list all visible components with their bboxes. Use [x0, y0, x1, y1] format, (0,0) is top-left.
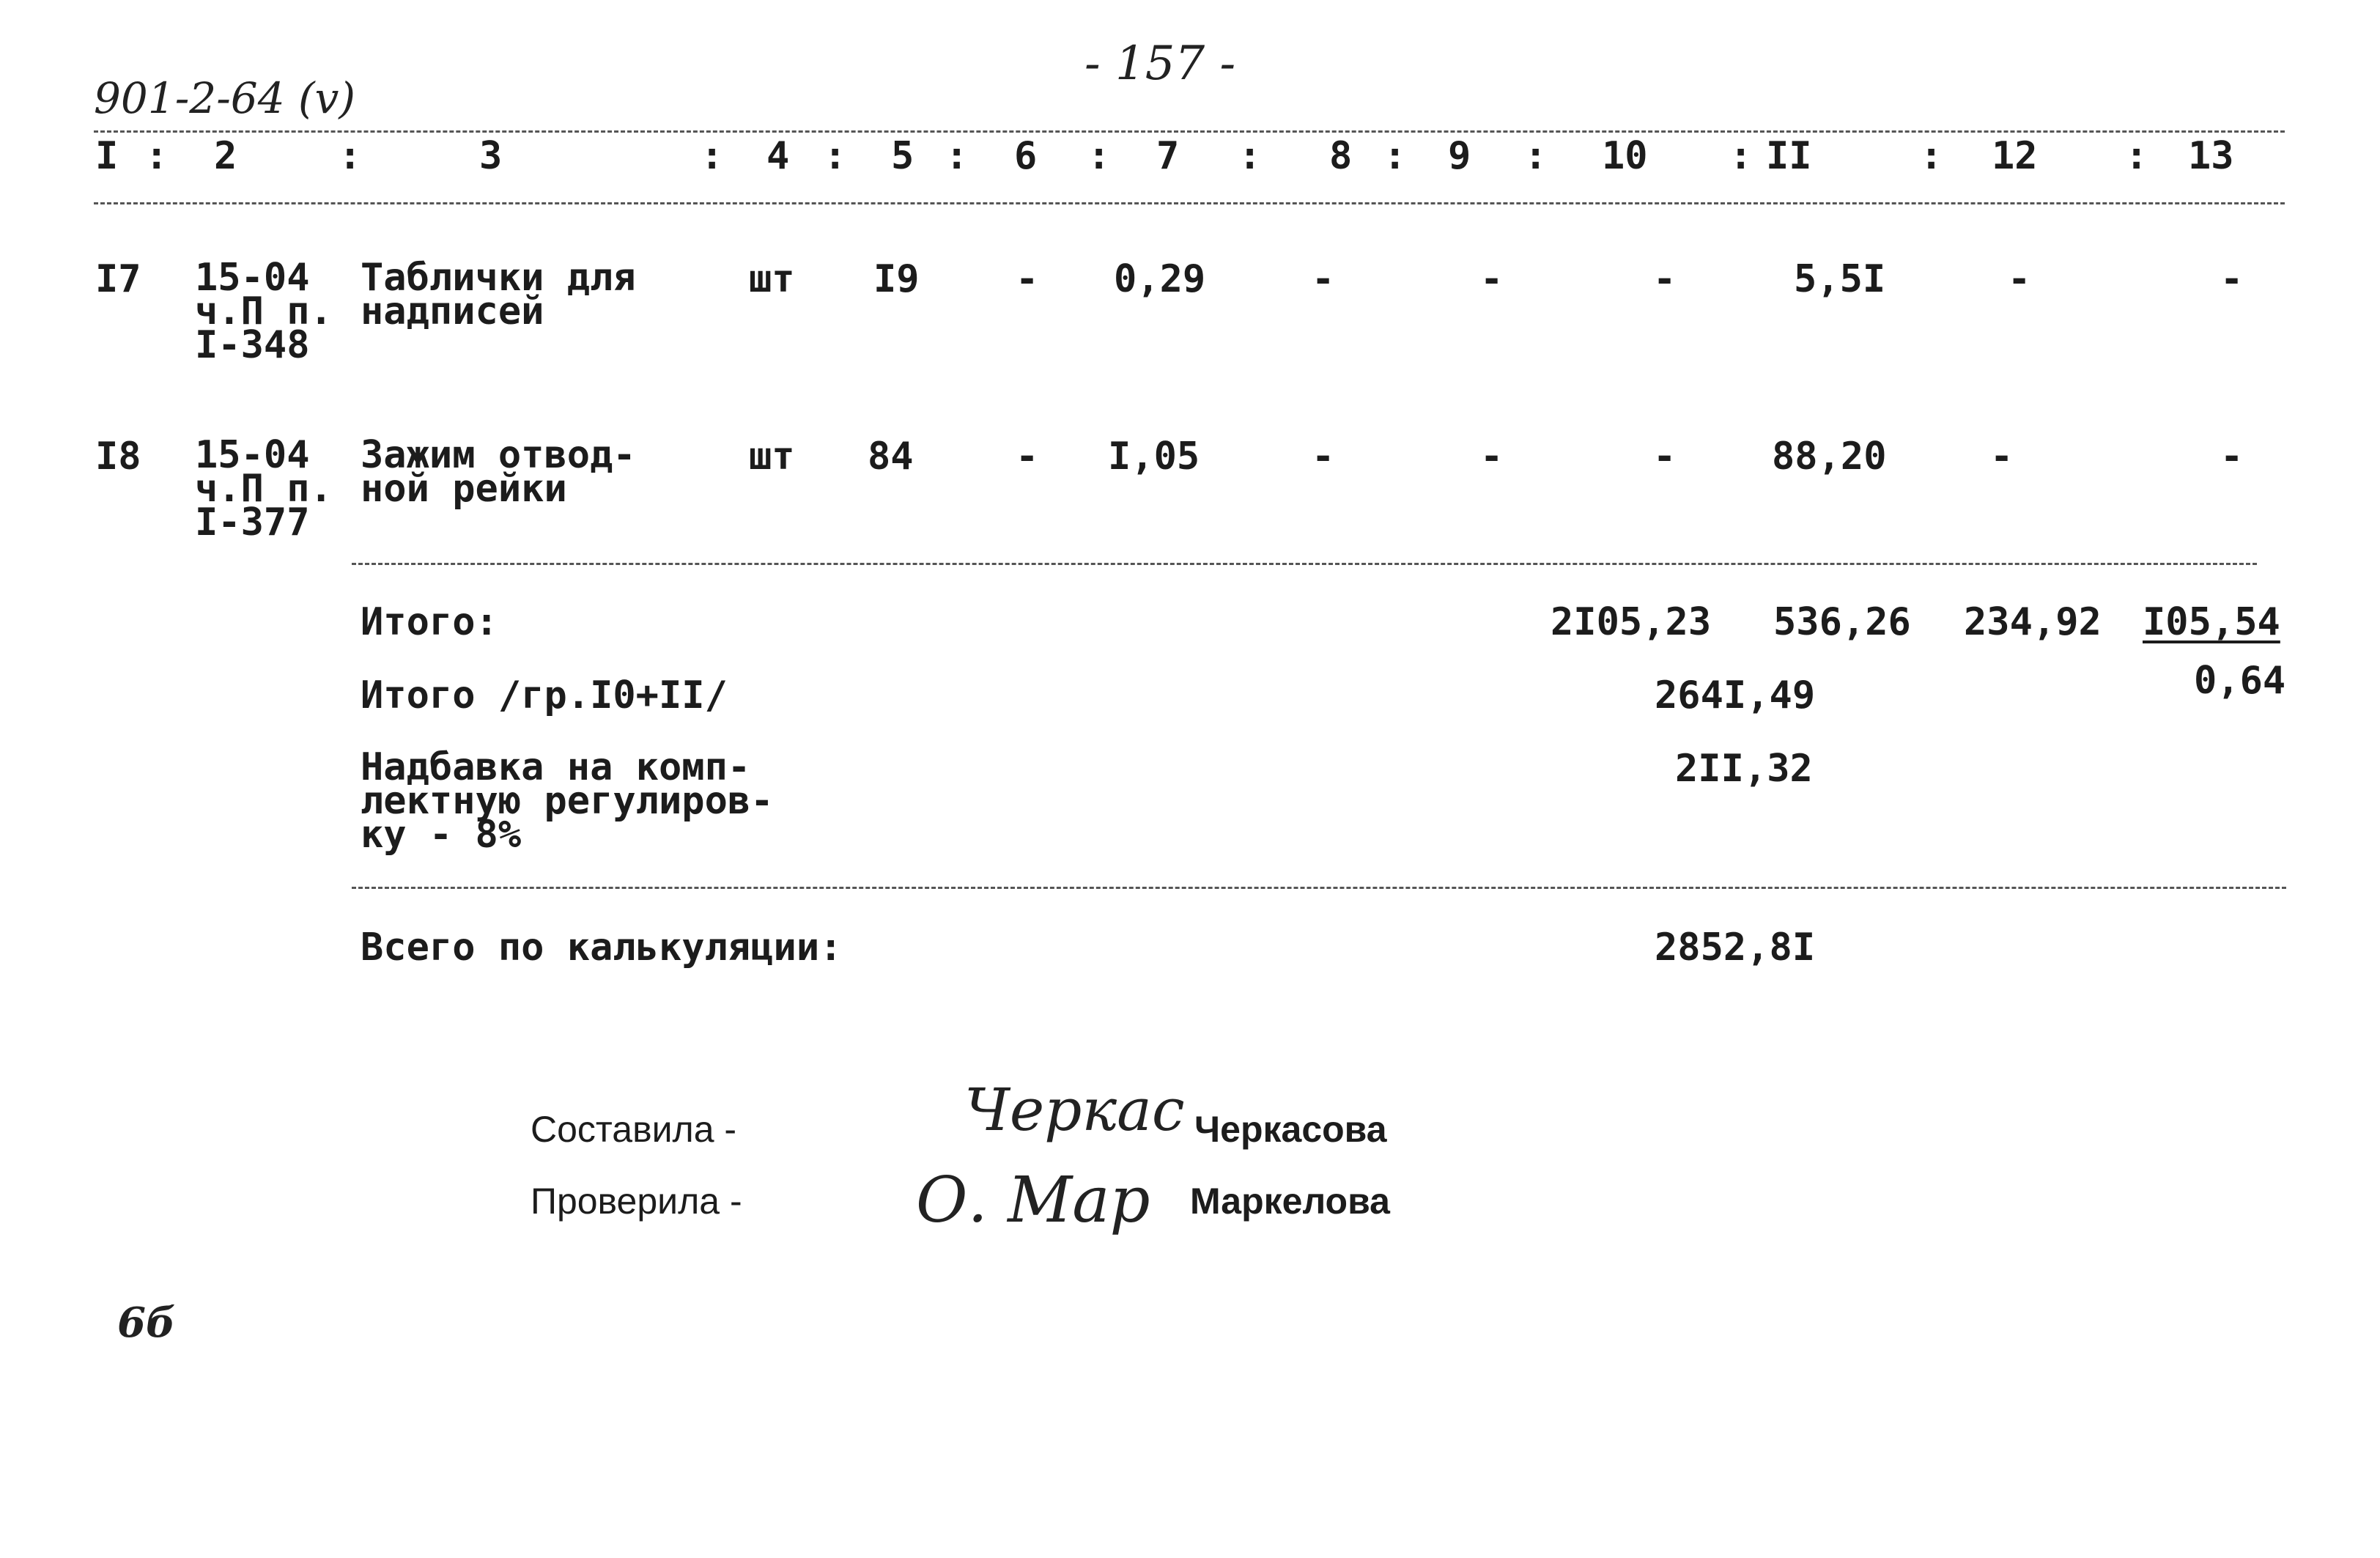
rows-end-rule	[352, 563, 2257, 565]
row-number: I7	[95, 257, 141, 301]
col-header-6: 6	[1014, 134, 1038, 178]
col-header-7: 7	[1156, 134, 1180, 178]
col-header-sep: :	[945, 134, 969, 178]
col-header-sep: :	[1524, 134, 1548, 178]
composed-signature: Черкас	[964, 1076, 1185, 1144]
itogo-col11: 536,26	[1773, 600, 1911, 644]
col-header-2: 2	[214, 134, 237, 178]
col-header-sep: :	[701, 134, 724, 178]
col-header-9: 9	[1448, 134, 1471, 178]
vsego-value: 2852,8I	[1655, 926, 1816, 970]
row-col10: -	[1653, 435, 1677, 479]
row-col10: -	[1653, 257, 1677, 301]
col-header-1: I	[95, 134, 119, 178]
row-col7: I,05	[1108, 435, 1200, 479]
header-bottom-rule	[94, 202, 2285, 204]
itogo-gr-value: 264I,49	[1655, 673, 1816, 717]
col-header-sep: :	[1087, 134, 1111, 178]
col-header-11: II	[1766, 134, 1812, 178]
col-header-sep: :	[339, 134, 362, 178]
col-header-sep: :	[145, 134, 169, 178]
row-code: 15-04 ч.П п. I-377	[195, 433, 333, 544]
row-col6: -	[1016, 257, 1039, 301]
row-qty: I9	[873, 257, 920, 301]
col-header-5: 5	[891, 134, 914, 178]
footer-mark: 6б	[117, 1299, 176, 1347]
row-col13: -	[2220, 435, 2244, 479]
col-header-13: 13	[2188, 134, 2234, 178]
row-code: 15-04 ч.П п. I-348	[195, 256, 333, 367]
page-number: - 157 -	[1084, 37, 1236, 91]
itogo-gr-label: Итого /гр.I0+II/	[361, 673, 728, 717]
row-col11: 88,20	[1772, 435, 1887, 479]
itogo-col10: 2I05,23	[1551, 600, 1712, 644]
vsego-label: Всего по калькуляции:	[361, 926, 843, 970]
row-col9: -	[1480, 435, 1504, 479]
col-header-sep: :	[1729, 134, 1753, 178]
composed-name: Черкасова	[1194, 1109, 1387, 1150]
row-unit: шт	[749, 435, 795, 479]
row-number: I8	[95, 435, 141, 479]
row-col12: -	[2008, 257, 2031, 301]
itogo-gr-col13: 0,64	[2194, 659, 2286, 703]
row-unit: шт	[749, 257, 795, 301]
col-header-sep: :	[1238, 134, 1262, 178]
col-header-sep: :	[824, 134, 847, 178]
col-header-sep: :	[1920, 134, 1943, 178]
row-col7: 0,29	[1114, 257, 1206, 301]
col-header-4: 4	[766, 134, 790, 178]
checked-name: Маркелова	[1190, 1181, 1390, 1222]
composed-label: Составила -	[531, 1109, 737, 1150]
col-header-sep: :	[2125, 134, 2148, 178]
col-header-10: 10	[1602, 134, 1648, 178]
row-col8: -	[1312, 257, 1335, 301]
row-name: Таблички для надписей	[361, 256, 636, 333]
header-top-rule	[94, 130, 2285, 133]
nadbavka-value: 2II,32	[1675, 747, 1813, 791]
col-header-8: 8	[1329, 134, 1353, 178]
itogo-col12: 234,92	[1964, 600, 2102, 644]
row-col12: -	[1990, 435, 2014, 479]
nadbavka-label: Надбавка на комп- лектную регулиров- ку - 8%	[361, 745, 774, 857]
totals-end-rule	[352, 887, 2286, 889]
row-col8: -	[1312, 435, 1335, 479]
row-col11: 5,5I	[1794, 257, 1886, 301]
col-header-12: 12	[1992, 134, 2038, 178]
col-header-3: 3	[479, 134, 503, 178]
itogo-col13: I05,54	[2143, 600, 2280, 644]
checked-signature: О. Мар	[916, 1164, 1150, 1237]
checked-label: Проверила -	[531, 1181, 742, 1222]
itogo-label: Итого:	[361, 600, 498, 644]
row-col6: -	[1016, 435, 1039, 479]
row-qty: 84	[868, 435, 914, 479]
col-header-sep: :	[1383, 134, 1407, 178]
row-name: Зажим отвод- ной рейки	[361, 433, 636, 511]
row-col9: -	[1480, 257, 1504, 301]
row-col13: -	[2220, 257, 2244, 301]
document-code: 901-2-64 (v)	[94, 73, 356, 123]
